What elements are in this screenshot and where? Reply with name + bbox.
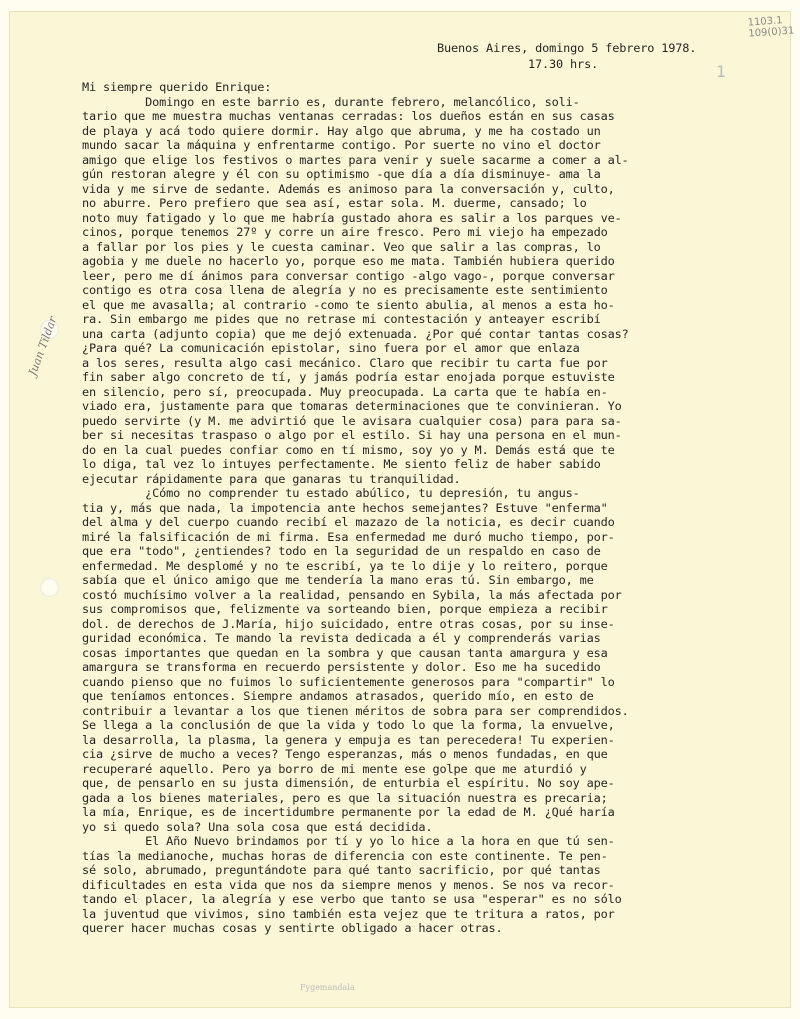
letter-line: del alma y del cuerpo cuando recibí el mazazo de la noticia, es decir cuando [82, 515, 615, 529]
letter-line: mundo sacar la máquina y enfrentarme contigo. Por suerte no vino el doctor [82, 138, 601, 152]
letter-line: lo diga, tal vez lo intuyes perfectamente. Me siento feliz de haber sabido [82, 457, 601, 471]
letter-line: ¿Cómo no comprender tu estado abúlico, tu depresión, tu angus- [82, 486, 580, 500]
letter-line: recuperaré aquello. Pero ya borro de mi mente ese golpe que me aturdió y [82, 761, 587, 776]
letter-line: querer hacer muchas cosas y sentirte obligado a hacer otras. [82, 921, 503, 935]
bottom-stamp: Fygemandala [300, 983, 355, 992]
letter-line: a fallar por los pies y le cuesta caminar. Veo que salir a las compras, lo [82, 239, 601, 254]
letter-line: sé solo, abrumado, preguntándote para qué tanto sacrificio, por qué tantas [82, 863, 601, 877]
letter-line: tando el placer, la alegría y ese verbo que tanto se usa "esperar" es no sólo [82, 892, 622, 906]
archive-code-2: 109(0)31 [748, 25, 795, 40]
letter-line: noto muy fatigado y lo que me habría gustado ahora es salir a los parques ve- [82, 210, 622, 225]
letter-line: miré la falsificación de mi firma. Esa enfermedad me duró mucho tiempo, por- [82, 529, 615, 544]
letter-line: sabía que el único amigo que me tendería la mano eras tú. Sin embargo, me [82, 573, 594, 587]
letter-lines [82, 95, 772, 936]
letter-line: tías la medianoche, muchas horas de diferencia con este continente. Te pen- [82, 848, 608, 863]
letter-line: viado era, justamente para que tomaras determinaciones que te convinieran. Yo [82, 399, 622, 413]
letter-line: a los seres, resulta algo casi mecánico. Claro que recibir tu carta fue por [82, 355, 608, 370]
letter-line: sus compromisos que, felizmente va sorteando bien, porque empieza a recibir [82, 602, 608, 616]
archive-code-1: 1103.1 [747, 15, 783, 29]
page-number: 1 [716, 62, 727, 81]
letter-line: puedo servirte (y M. me advirtió que le avisara cualquier cosa) para para sa- [82, 413, 622, 428]
letter-line: Se llega a la conclusión de que la vida y todo lo que la forma, la envuelve, [82, 718, 615, 732]
letter-line: fin saber algo concreto de tí, y jamás podría estar enojada porque estuviste [82, 370, 615, 384]
letter-line: costó muchísimo volver a la realidad, pensando en Sybila, la más afectada por [82, 587, 622, 602]
letter-line: el que me avasalla; al contrario -como te siento abulia, al menos a esta ho- [82, 297, 615, 312]
letter-line: El Año Nuevo brindamos por tí y yo lo hice a la hora en que tú sen- [82, 834, 615, 848]
letter-line: amargura se transforma en recuerdo persistente y dolor. Eso me ha sucedido [82, 660, 601, 674]
letter-line: una carta (adjunto copia) que me dejó extenuada. ¿Por qué contar tantas cosas? [82, 326, 629, 341]
letter-line: Domingo en este barrio es, durante febrero, melancólico, soli- [82, 94, 580, 109]
letter-line: ejecutar rápidamente para que ganaras tu tranquilidad. [82, 471, 461, 486]
letter-line: cosas importantes que quedan en la sombra y que causan tanta amargura y esa [82, 645, 608, 660]
letter-line: no aburre. Pero prefiero que sea así, estar sola. M. duerme, cansado; lo [82, 196, 587, 210]
letter-line: yo si quedo sola? Una sola cosa que está decidida. [82, 819, 433, 834]
letter-line: amigo que elige los festivos o martes para venir y suele sacarme a comer a al- [82, 152, 629, 167]
letter-body [82, 80, 772, 936]
letter-line: enfermedad. Me desplomé y no te escribí, ya te lo dije y lo reitero, porque [82, 558, 608, 573]
handwritten-margin-note: Juan Tildar [26, 314, 60, 378]
letter-line: que teníamos entonces. Siempre andamos atrasados, querido mío, en esto de [82, 689, 594, 703]
letter-line: dificultades en esta vida que nos da siempre menos y menos. Se nos va recor- [82, 877, 615, 892]
letter-line: de playa y acá todo quiere dormir. Hay algo que abruma, y me ha costado un [82, 123, 601, 138]
letter-line: la mía, Enrique, es de incertidumbre permanente por la edad de M. ¿Qué haría [82, 805, 615, 819]
letter-line: tia y, más que nada, la impotencia ante hechos semejantes? Estuve "enferma" [82, 500, 608, 515]
letter-line: cinos, porque tenemos 27º y corre un aire fresco. Pero mi viejo ha empezado [82, 225, 608, 239]
letter-line: dol. de derechos de J.María, hijo suicidado, entre otras cosas, por su inse- [82, 616, 615, 631]
letter-line: la juventud que vivimos, sino también esta vejez que te tritura a ratos, por [82, 906, 615, 921]
letter-line: que era "todo", ¿entiendes? todo en la seguridad de un respaldo en caso de [82, 544, 601, 558]
letter-line: contigo es otra cosa llena de alegría y no es precisamente este sentimiento [82, 283, 608, 297]
letter-line: do en la cual puedes confiar como en tí mismo, soy yo y M. Demás está que te [82, 442, 615, 457]
greeting: Mi siempre querido Enrique: [82, 80, 272, 94]
letter-line: cia ¿sirve de mucho a veces? Tengo esperanzas, más o menos fundadas, en que [82, 747, 608, 761]
punch-hole [40, 578, 59, 597]
letter-line: ¿Para qué? La comunicación epistolar, sino fuera por el amor que enlaza [82, 341, 580, 355]
letter-line: en silencio, pero sí, preocupada. Muy preocupada. La carta que te había en- [82, 384, 608, 399]
letter-line: gún restoran alegre y él con su optimismo -que día a día disminuye- ama la [82, 167, 601, 181]
letter-line: agobia y me duele no hacerlo yo, porque eso me mata. También hubiera querido [82, 254, 615, 268]
letter-line: ber si necesitas traspaso o algo por el estilo. Si hay una persona en el mun- [82, 428, 622, 442]
letter-line: la desarrolla, la plasma, la genera y empuja es tan perecedera! Tu experien- [82, 732, 615, 747]
letter-line: guridad económica. Te mando la revista dedicada a él y comprenderás varias [82, 631, 601, 645]
letter-line: tario que me muestra muchas ventanas cerradas: los dueños están en sus casas [82, 109, 615, 123]
letter-line: cuando pienso que no fuimos lo suficientemente generosos para "compartir" lo [82, 674, 615, 689]
letter-date: Buenos Aires, domingo 5 febrero 1978. [437, 41, 697, 55]
letter-line: leer, pero me dí ánimos para conversar contigo -algo vago-, porque conversar [82, 268, 615, 283]
letter-line: gada a los bienes materiales, pero es que la situación nuestra es precaria; [82, 790, 608, 805]
letter-line: que, de pensarlo en su justa dimensión, de enturbia el espíritu. No soy ape- [82, 776, 615, 790]
letter-line: contribuir a levantar a los que tienen méritos de sobra para ser comprendidos. [82, 703, 629, 718]
archive-code [747, 14, 794, 39]
letter-line: vida y me sirve de sedante. Además es animoso para la conversación y, culto, [82, 181, 615, 196]
letter-time: 17.30 hrs. [528, 57, 599, 71]
letter-line: ra. Sin embargo me pides que no retrase mi contestación y anteayer escribí [82, 312, 601, 326]
